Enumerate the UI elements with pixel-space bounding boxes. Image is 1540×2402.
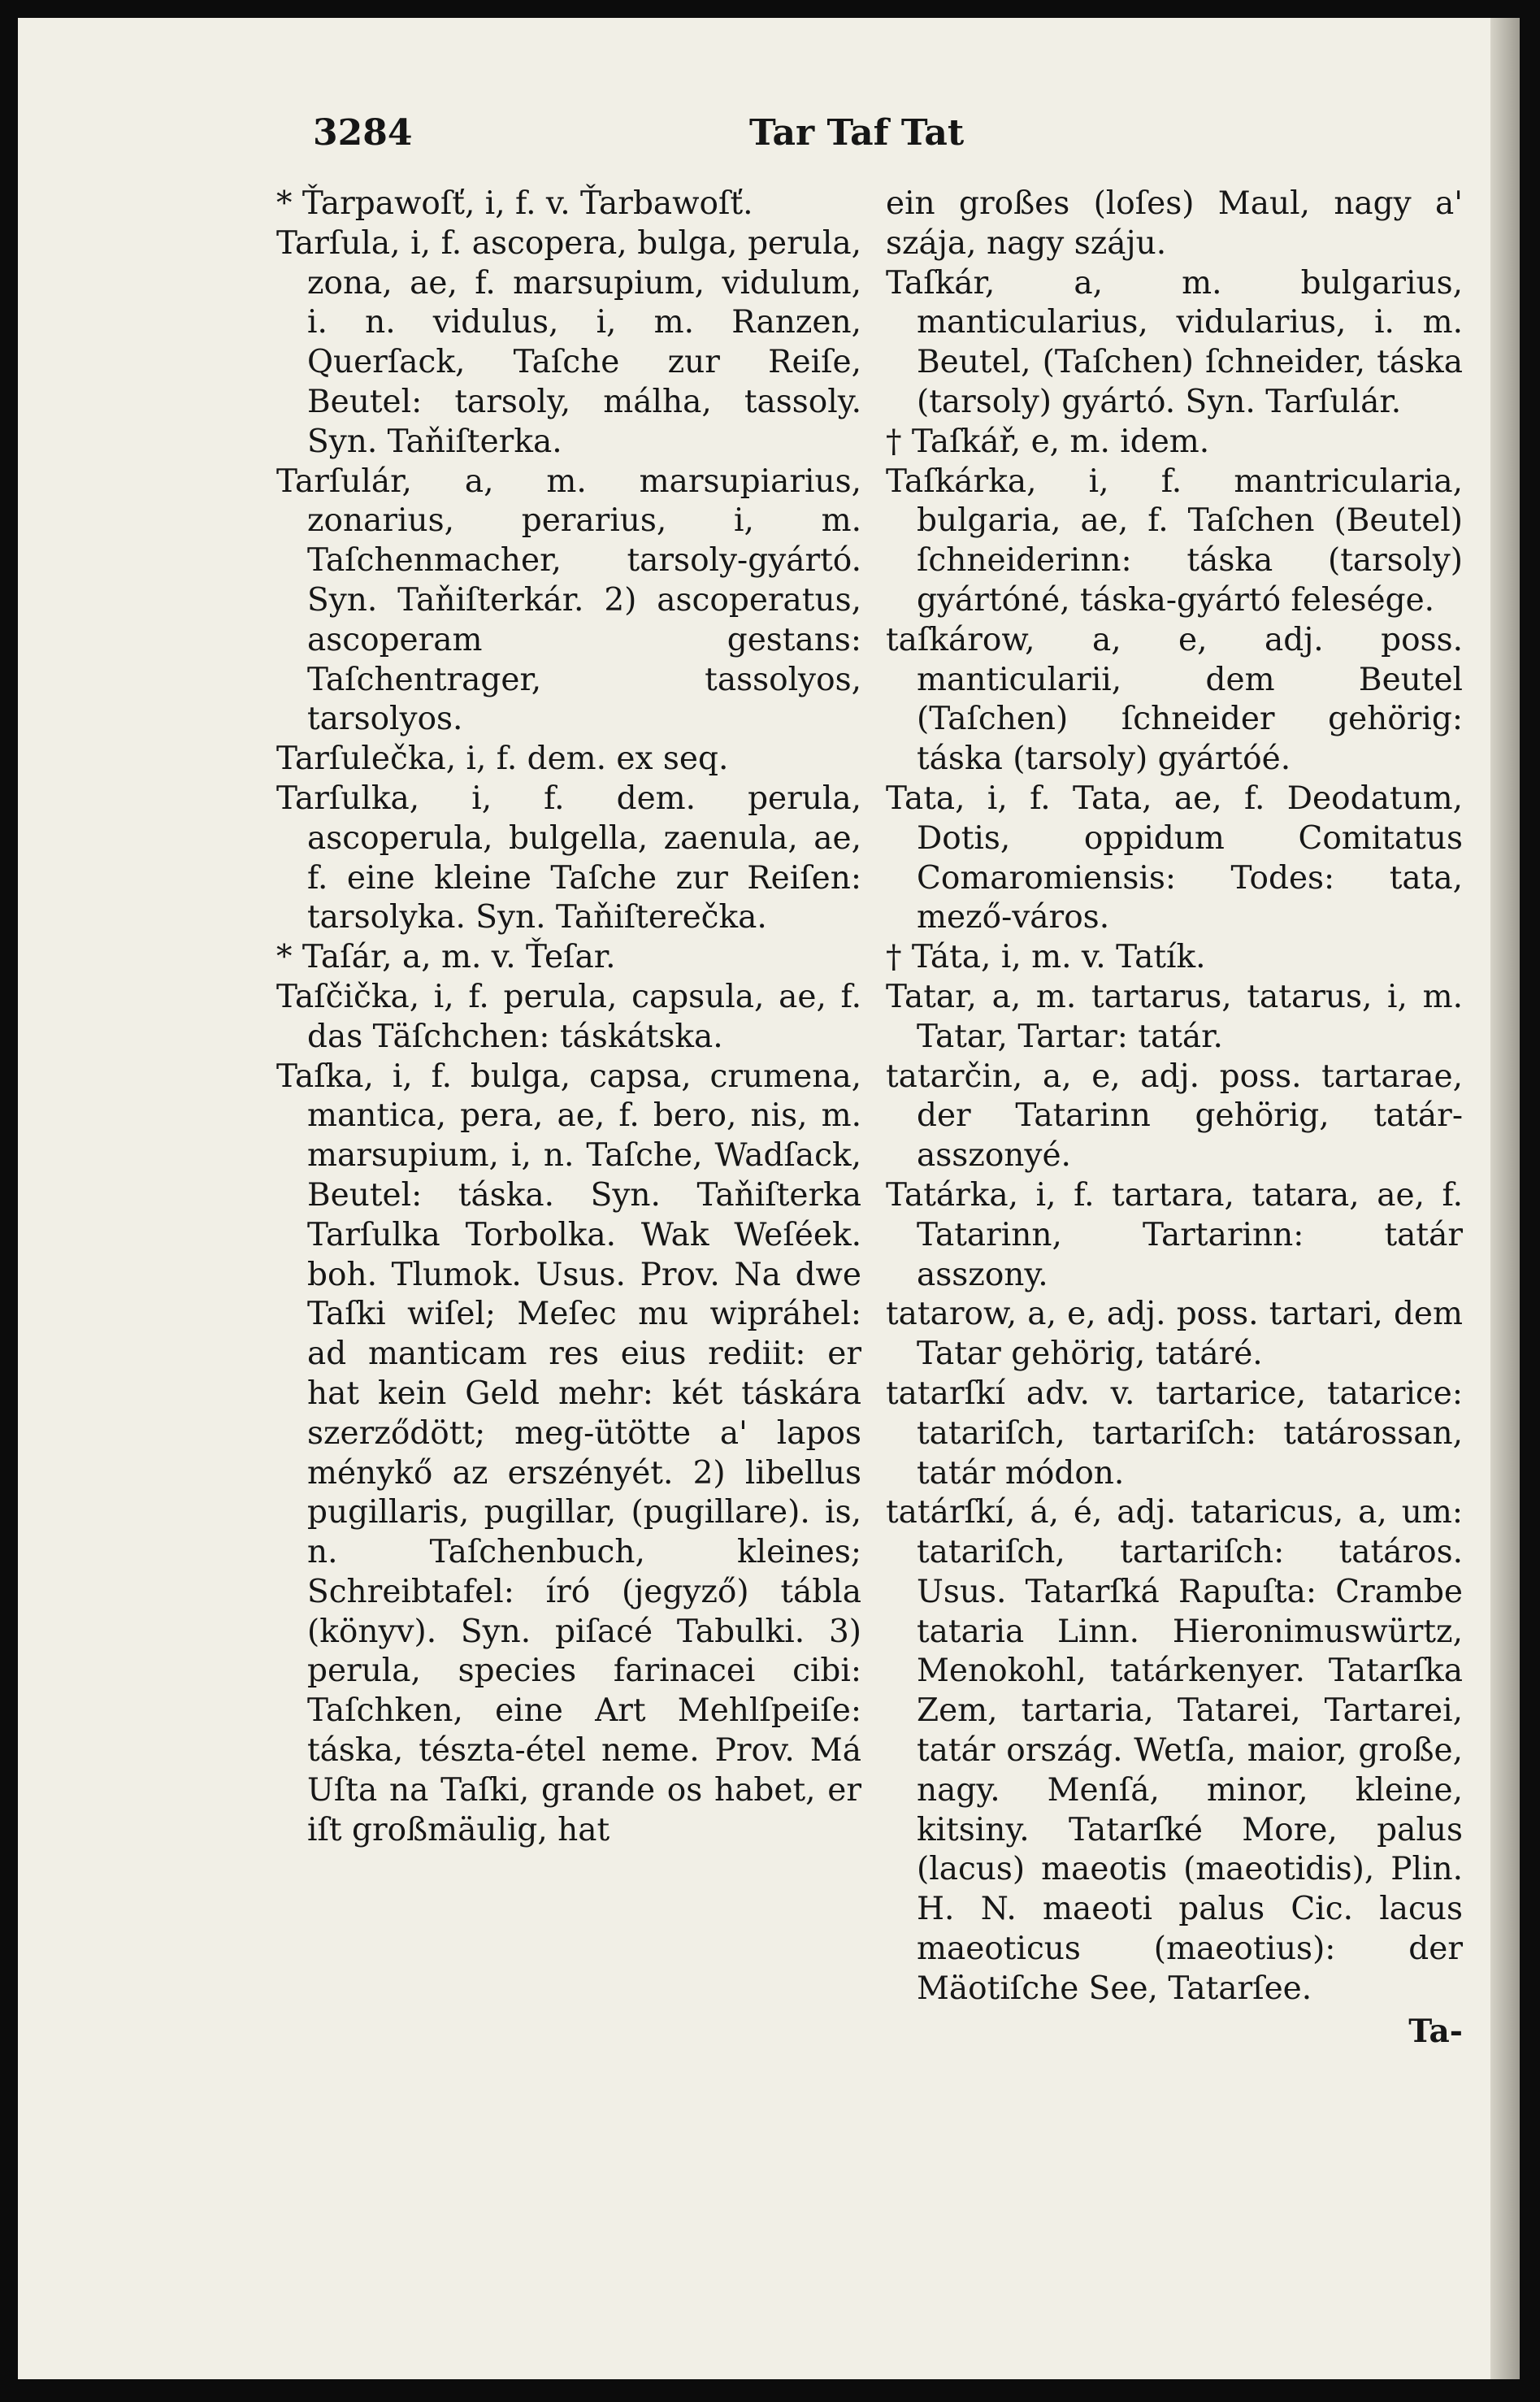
dictionary-entry: tatarſkí adv. v. tartarice, tatarice: tatariſch, tartariſch: tatárossan, tatár módon. [886,1375,1463,1492]
dictionary-entry: tatarow, a, e, adj. poss. tartari, dem Tatar gehörig, tatáré. [886,1296,1463,1373]
dictionary-entry: Tarſulečka, i, f. dem. ex seq. [276,741,729,778]
dictionary-entry: Taſkár, a, m. bulgarius, manticularius, vidularius, i. m. Beutel, (Taſchen) ſchneider, táska (tarsoly) gyártó. Syn. Tarſulár. [886,264,1463,420]
dictionary-entry: † Taſkář, e, m. idem. [886,423,1210,460]
dictionary-entry: tatarčin, a, e, adj. poss. tartarae, der Tatarinn gehörig, tatár-asszonyé. [886,1058,1463,1175]
dictionary-entry: Tarſula, i, f. ascopera, bulga, perula, zona, ae, f. marsupium, vidulum, i. n. vidulus, i, m. Ranzen, Querſack, Taſche zur Reiſe, Beutel: tarsoly, málha, tassoly. Syn. Taňiſterka. [276,224,861,460]
dictionary-entry: Tata, i, f. Tata, ae, f. Deodatum, Dotis, oppidum Comitatus Comaromiensis: Todes: tata, mező-város. [886,780,1463,936]
page-header [298,109,1428,166]
dictionary-entry: † Táta, i, m. v. Tatík. [886,939,1206,976]
dictionary-entry: Taſčička, i, f. perula, capsula, ae, f. das Täſchchen: táskátska. [276,978,861,1055]
dictionary-entry: Tatárka, i, f. tartara, tatara, ae, f. Tatarinn, Tartarinn: tatár asszony. [886,1176,1463,1293]
dictionary-entry: Tarſulár, a, m. marsupiarius, zonarius, perarius, i, m. Taſchenmacher, tarsoly-gyártó. Syn. Taňiſterkár. 2) ascoperatus, ascoperam gestans: Taſchentrager, tassolyos, tarsolyos. [276,463,861,738]
dictionary-entry: Taſkárka, i, f. mantricularia, bulgaria, ae, f. Taſchen (Beutel) ſchneiderinn: táska (tarsoly) gyártóné, táska-gyártó felesége. [886,463,1463,619]
left-column [276,185,861,1850]
page-spine-edge [1490,18,1520,2379]
dictionary-entry: * Taſár, a, m. v. Ťeſar. [276,939,616,976]
right-column [886,185,1463,2050]
dictionary-entry: Tatar, a, m. tartarus, tatarus, i, m. Tatar, Tartar: tatár. [886,978,1463,1055]
dictionary-entry: Tarſulka, i, f. dem. perula, ascoperula, bulgella, zaenula, ae, f. eine kleine Taſche zur Reiſen: tarsolyka. Syn. Taňiſterečka. [276,780,861,936]
dictionary-entry: tatárſkí, á, é, adj. tataricus, a, um: tatariſch, tartariſch: tatáros. Usus. Tatarſká Rapuſta: Crambe tataria Linn. Hieronimuswürtz, Menokohl, tatárkenyer. Tatarſka Zem, tartaria, Tatarei, Tartarei, tatár ország. Wetſa, maior, große, nagy. Menſá, minor, kleine, kitsiny. Tatarſké More, palus (lacus) maeotis (maeotidis), Plin. H. N. maeoti palus Cic. lacus maeoticus (maeotius): der Mäotiſche See, Tatarſee. [886,1494,1463,2007]
running-head: Tar Taf Tat [749,112,965,154]
dictionary-entry: taſkárow, a, e, adj. poss. manticularii, dem Beutel (Taſchen) ſchneider gehörig: táska (tarsoly) gyártóé. [886,621,1463,778]
dictionary-page [18,18,1520,2379]
catchword: Ta- [1408,2013,1463,2050]
dictionary-entry-continuation: ein großes (loſes) Maul, nagy a' szája, nagy száju. [886,185,1463,262]
dictionary-entry: * Ťarpawoſť, i, f. v. Ťarbawoſť. [276,185,753,222]
page-number: 3284 [313,112,413,154]
dictionary-entry: Taſka, i, f. bulga, capsa, crumena, mantica, pera, ae, f. bero, nis, m. marsupium, i, n. Taſche, Wadſack, Beutel: táska. Syn. Taňiſterka Tarſulka Torbolka. Wak Weſéek. boh. Tlumok. Usus. Prov. Na dwe Taſki wiſel; Meſec mu wipráhel: ad manticam res eius rediit: er hat kein Geld mehr: két táskára szerződött; meg-ütötte a' lapos ménykő az erszényét. 2) libellus pugillaris, pugillar, (pugillare). is, n. Taſchenbuch, kleines; Schreibtafel: író (jegyző) tábla (könyv). Syn. piſacé Tabulki. 3) perula, species farinacei cibi: Taſchken, eine Art Mehlſpeiſe: táska, tészta-étel neme. Prov. Má Uſta na Taſki, grande os habet, er iſt großmäulig, hat [276,1058,861,1848]
